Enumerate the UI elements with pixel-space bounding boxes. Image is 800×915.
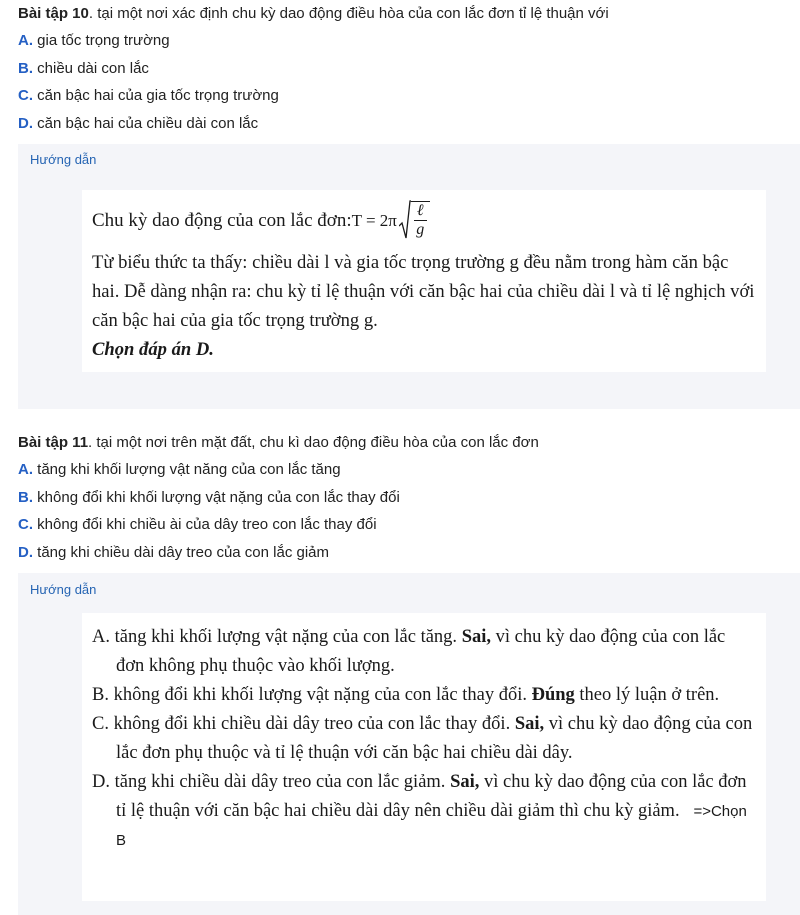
solution-answer: Chọn đáp án D. — [92, 339, 214, 360]
question-11 — [0, 429, 800, 566]
question-text: . tại một nơi xác định chu kỳ dao động điều hòa của con lắc đơn tỉ lệ thuận với — [88, 5, 609, 22]
period-formula — [352, 200, 430, 240]
formula-intro: Chu kỳ dao động của con lắc đơn: — [92, 209, 352, 231]
solution-item-d — [92, 768, 756, 855]
item-explanation: vì chu kỳ dao động của con lắc đơn phụ thuộc và tỉ lệ thuận với căn bậc hai chiều dài dây. — [116, 714, 753, 763]
option-letter: C. — [18, 87, 33, 104]
option-letter: D. — [18, 543, 33, 561]
item-explanation: vì chu kỳ dao động của con lắc đơn không phụ thuộc vào khối lượng. — [116, 627, 726, 676]
item-text: C. không đổi khi chiều dài dây treo của con lắc thay đổi. — [92, 714, 515, 734]
solution-body: Từ biểu thức ta thấy: chiều dài l và gia tốc trọng trường g đều nằm trong hàm căn bậc hai. Dễ dàng nhận ra: chu kỳ tỉ lệ thuận với căn bậc hai của chiều dài l và tỉ lệ nghịch với căn bậc hai của gia tốc trọng trường g. — [92, 252, 755, 331]
solution-item-b — [92, 681, 756, 710]
option-c — [18, 82, 800, 110]
hint-panel — [18, 573, 800, 915]
question-title — [18, 429, 800, 456]
formula-numerator: ℓ — [414, 202, 427, 221]
hint-toggle[interactable]: Hướng dẫn — [30, 582, 97, 597]
option-text: căn bậc hai của gia tốc trọng trường — [33, 87, 279, 104]
hint-panel — [18, 144, 800, 409]
option-b — [18, 55, 800, 83]
option-a — [18, 456, 800, 484]
item-text: B. không đổi khi khối lượng vật nặng của con lắc thay đổi. — [92, 685, 532, 705]
final-answer: =>Chọn B — [116, 803, 747, 849]
option-letter: A. — [18, 32, 33, 49]
question-10 — [0, 0, 800, 137]
item-verdict: Sai, — [450, 772, 480, 792]
option-d — [18, 539, 800, 567]
option-letter: C. — [18, 516, 33, 533]
formula-lhs: T = 2π — [351, 210, 397, 230]
option-text: căn bậc hai của chiều dài con lắc — [33, 114, 259, 132]
hint-toggle[interactable]: Hướng dẫn — [30, 152, 97, 167]
item-explanation: vì chu kỳ dao động của con lắc đơn tỉ lệ thuận với căn bậc hai chiều dài dây nên chiều dài giảm thì chu kỳ giảm. — [116, 772, 747, 821]
option-letter: B. — [18, 59, 33, 77]
option-text: gia tốc trọng trường — [33, 32, 170, 49]
item-verdict: Đúng — [531, 685, 575, 705]
item-explanation: theo lý luận ở trên. — [574, 685, 720, 705]
formula-denominator: g — [416, 221, 425, 238]
option-text: tăng khi khối lượng vật năng của con lắc tăng — [33, 461, 341, 478]
option-c — [18, 511, 800, 539]
item-verdict: Sai, — [461, 627, 491, 647]
option-b — [18, 484, 800, 512]
item-verdict: Sai, — [514, 714, 545, 734]
option-d — [18, 110, 800, 138]
question-label: Bài tập 10 — [18, 5, 89, 22]
formula-line — [92, 198, 756, 242]
question-label: Bài tập 11 — [18, 434, 89, 451]
solution-card — [82, 613, 766, 901]
solution-item-c — [92, 710, 756, 768]
option-text: không đổi khi khối lượng vật nặng của con lắc thay đổi — [33, 488, 400, 506]
option-letter: B. — [18, 488, 33, 506]
sqrt-icon — [399, 200, 430, 240]
solution-item-a — [92, 623, 756, 681]
question-title — [18, 0, 800, 27]
option-letter: A. — [18, 461, 33, 478]
option-text: tăng khi chiều dài dây treo của con lắc giảm — [33, 543, 330, 561]
radical-sign-icon — [399, 200, 411, 240]
question-text: . tại một nơi trên mặt đất, chu kì dao động điều hòa của con lắc đơn — [88, 434, 539, 451]
item-text: A. tăng khi khối lượng vật nặng của con lắc tăng. — [92, 627, 462, 647]
option-letter: D. — [18, 114, 33, 132]
option-a — [18, 27, 800, 55]
item-text: D. tăng khi chiều dài dây treo của con lắc giảm. — [92, 772, 451, 792]
solution-card — [82, 190, 766, 372]
option-text: chiều dài con lắc — [33, 59, 149, 77]
option-text: không đổi khi chiều ài của dây treo con lắc thay đổi — [33, 516, 377, 533]
